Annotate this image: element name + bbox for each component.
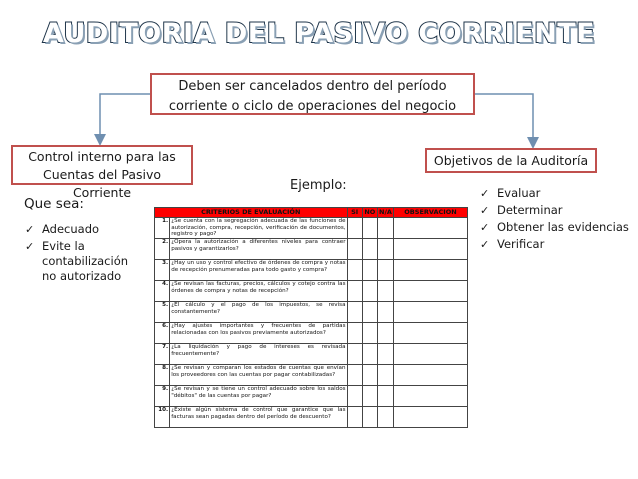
example-label: Ejemplo: [290,178,347,193]
header-na: N/A [379,208,392,217]
definition-line-1: Deben ser cancelados dentro del período [178,79,447,94]
list-item [480,186,638,201]
cell-na [377,365,393,386]
table-row [155,302,468,323]
check-icon: ✓ [480,221,490,234]
row-question: ¿Hay ajustes importantes y frecuentes de partidas relacionadas con los pasivos previamente autorizados? [170,323,347,344]
check-icon: ✓ [25,240,35,253]
definition-line-2: corriente o ciclo de operaciones del negocio [168,99,457,114]
objectives-list [480,186,638,254]
table-row [155,239,468,260]
row-number: 8. [155,365,170,386]
cell-si [347,323,362,344]
cell-si [347,407,362,428]
header-no: NO [362,208,377,218]
cell-observacion [393,239,467,260]
cell-no [362,218,377,239]
cell-na [377,302,393,323]
list-item-label: Verificar [497,237,545,251]
control-interno-box [11,145,193,200]
table-header-row [155,208,468,218]
cell-observacion [393,218,467,239]
row-question: ¿Se cuenta con la segregación adecuada de las funciones de autorización, compra, recepción, verificación de documentos, registro y pago? [171,218,346,238]
list-item [25,239,140,284]
page-title: AUDITORIA DEL PASIVO CORRIENTE [42,18,596,49]
row-number: 6. [155,323,170,344]
row-number: 3. [155,260,170,281]
row-question: ¿Existe algún sistema de control que garantice que las facturas sean pagadas dentro del período de descuento? [170,407,347,428]
cell-observacion [393,281,467,302]
cell-na [377,344,393,365]
cell-observacion [393,407,467,428]
table-row [155,218,468,239]
list-item-label: Determinar [497,203,563,217]
header-observacion: OBSERVACION [393,208,467,218]
list-item [480,237,638,252]
table-row [155,407,468,428]
cell-na [377,323,393,344]
row-question: ¿Opera la autorización a diferentes niveles para contraer pasivos y garantizarlos? [170,239,347,260]
check-icon: ✓ [25,223,35,236]
cell-no [362,239,377,260]
row-question: ¿Se revisan y se tiene un control adecuado sobre los saldos "débitos" de las cuentas por pagar? [170,386,347,407]
list-item [480,220,638,235]
row-question: ¿La liquidación y pago de intereses es revisada frecuentemente? [170,344,347,365]
cell-na [377,386,393,407]
cell-observacion [393,344,467,365]
table-row [155,344,468,365]
cell-si [347,218,362,239]
requirements-list [25,222,140,286]
control-interno-line-1: Control interno para las [28,149,176,164]
row-number: 2. [155,239,170,260]
cell-si [347,281,362,302]
header-criterios: CRITERIOS DE EVALUACIÓN [155,208,348,218]
cell-no [362,302,377,323]
cell-si [347,302,362,323]
cell-si [347,344,362,365]
arrow-to-control-interno [100,94,150,140]
check-icon: ✓ [480,204,490,217]
table-row [155,386,468,407]
row-number: 4. [155,281,170,302]
row-number: 9. [155,386,170,407]
cell-si [347,260,362,281]
control-interno-line-2: Cuentas del Pasivo Corriente [42,167,162,200]
list-item [480,203,638,218]
que-sea-label: Que sea: [24,196,84,212]
cell-no [362,323,377,344]
cell-no [362,407,377,428]
row-question: ¿El cálculo y el pago de los impuestos, se revisa constantemente? [170,302,347,323]
row-question: ¿Hay un uso y control efectivo de órdenes de compra y notas de recepción prenumeradas para todo gasto y compra? [170,260,347,281]
table-row [155,260,468,281]
cell-observacion [393,365,467,386]
check-icon: ✓ [480,187,490,200]
row-question: ¿Se revisan las facturas, precios, cálculos y cotejo contra las órdenes de compra y notas de recepción? [170,281,347,302]
list-item-label: Adecuado [42,222,100,236]
cell-observacion [393,302,467,323]
cell-observacion [393,323,467,344]
header-si: SI [347,208,362,218]
list-item-label: Obtener las evidencias [497,220,629,234]
cell-na [377,281,393,302]
list-item [25,222,140,237]
definition-box [150,73,475,115]
arrow-to-objetivos [475,94,533,143]
cell-no [362,260,377,281]
cell-no [362,344,377,365]
list-item-label: Evaluar [497,186,541,200]
cell-observacion [393,386,467,407]
objetivos-box: Objetivos de la Auditoría [425,148,597,173]
table-row [155,323,468,344]
row-number: 5. [155,302,170,323]
list-item-label: Evite la contabilización no autorizado [42,239,129,283]
table-row [155,281,468,302]
row-number: 1. [155,218,170,239]
row-number: 7. [155,344,170,365]
cell-no [362,365,377,386]
cell-no [362,386,377,407]
cell-na [377,407,393,428]
cell-si [347,365,362,386]
row-question: ¿Se revisan y comparan los estados de cuentas que envían los proveedores con las cuentas por pagar contabilizadas? [170,365,347,386]
cell-no [362,281,377,302]
cell-na [377,239,393,260]
check-icon: ✓ [480,238,490,251]
cell-na [377,260,393,281]
cell-na [377,218,393,239]
evaluation-table [154,207,468,428]
cell-si [347,386,362,407]
row-number: 10. [155,407,170,428]
table-row [155,365,468,386]
cell-observacion [393,260,467,281]
cell-si [347,239,362,260]
